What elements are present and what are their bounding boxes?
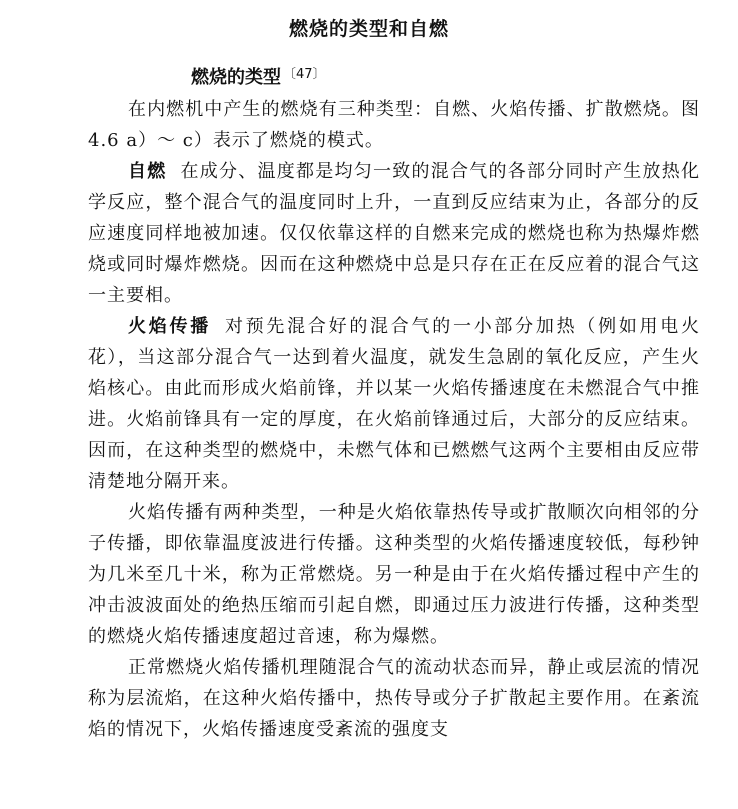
body-text xyxy=(88,94,700,745)
paragraph xyxy=(88,94,700,156)
paragraph-lead-term: 火焰传播 xyxy=(128,316,211,337)
page-title: 燃烧的类型和自燃 xyxy=(288,18,449,40)
paragraph-text: 火焰传播有两种类型，一种是火焰依靠热传导或扩散顺次向相邻的分子传播，即依靠温度波进行传播。这种类型的火焰传播速度较低，每秒钟为几米至几十米，称为正常燃烧。另一种是由于在火焰传播过程中产生的冲击波波面处的绝热压缩而引起自燃，即通过压力波进行传播，这种类型的燃烧火焰传播速度超过音速，称为爆燃。 xyxy=(88,502,700,647)
section-reference: 〔47〕 xyxy=(283,67,326,82)
paragraph-text: 在内燃机中产生的燃烧有三种类型：自燃、火焰传播、扩散燃烧。图 4.6 a）～ c）表示了燃烧的模式。 xyxy=(88,99,700,151)
paragraph xyxy=(88,652,700,745)
paragraph-text: 正常燃烧火焰传播机理随混合气的流动状态而异，静止或层流的情况称为层流焰，在这种火焰传播中，热传导或分子扩散起主要作用。在紊流焰的情况下，火焰传播速度受紊流的强度支 xyxy=(88,657,700,740)
paragraph-text: 对预先混合好的混合气的一小部分加热（例如用电火花），当这部分混合气一达到着火温度，就发生急剧的氧化反应，产生火焰核心。由此而形成火焰前锋，并以某一火焰传播速度在未燃混合气中推进。火焰前锋具有一定的厚度，在火焰前锋通过后，大部分的反应结束。因而，在这种类型的燃烧中，未燃气体和已燃燃气这两个主要相由反应带清楚地分隔开来。 xyxy=(88,316,701,492)
paragraph xyxy=(88,311,700,497)
paragraph-lead-term: 自燃 xyxy=(128,161,167,182)
section-title: 燃烧的类型 xyxy=(191,67,281,88)
paragraph xyxy=(88,156,700,311)
paragraph-text: 在成分、温度都是均匀一致的混合气的各部分同时产生放热化学反应，整个混合气的温度同时上升，一直到反应结束为止，各部分的反应速度同样地被加速。仅仅依靠这样的自燃来完成的燃烧也称为热爆炸燃烧或同时爆炸燃烧。因而在这种燃烧中总是只存在正在反应着的混合气这一主要相。 xyxy=(88,161,700,306)
section-heading xyxy=(191,63,326,89)
paragraph xyxy=(88,497,700,652)
